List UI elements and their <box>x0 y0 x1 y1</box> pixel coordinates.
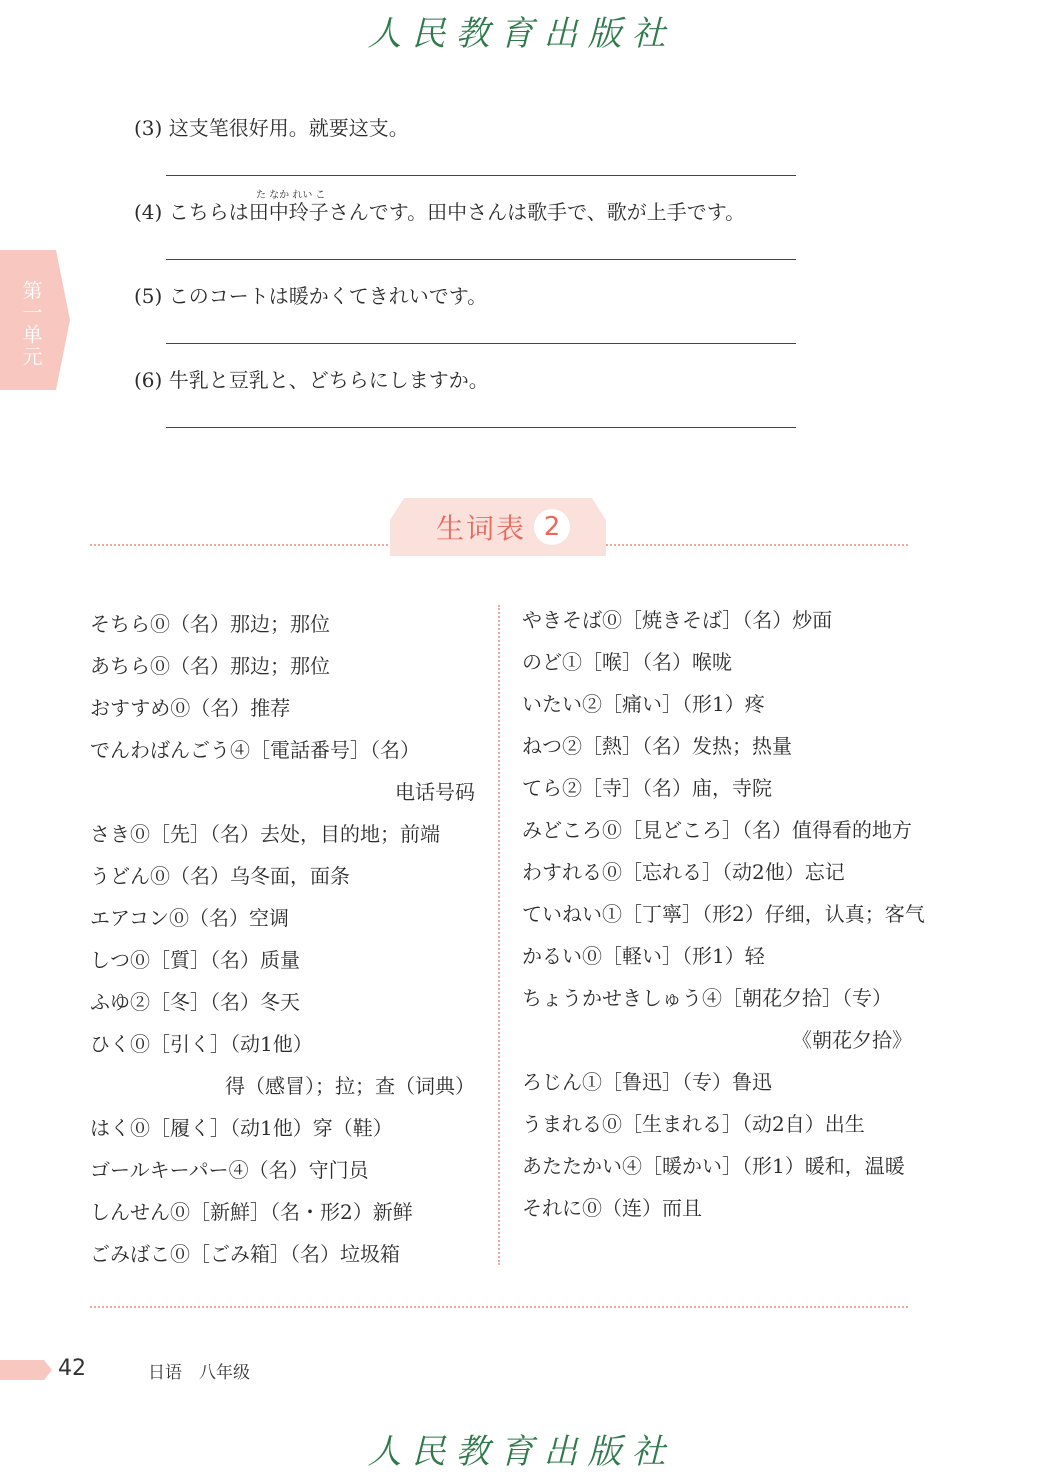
vocab-item: ごみばこ⓪［ごみ箱］（名）垃圾箱 <box>90 1242 400 1266</box>
exercise-text: このコートは暖かくてきれいです。 <box>168 284 488 308</box>
vocab-item: やきそば⓪［焼きそば］（名）炒面 <box>522 608 833 632</box>
vocab-item: うどん⓪（名）乌冬面，面条 <box>90 864 350 888</box>
vocab-item: ふゆ②［冬］（名）冬天 <box>90 990 300 1014</box>
vocab-item: さき⓪［先］（名）去处，目的地；前端 <box>90 822 440 846</box>
vocab-item: うまれる⓪［生まれる］（动2自）出生 <box>522 1112 865 1136</box>
vocab-item: ひく⓪［引く］（动1他） <box>90 1032 313 1056</box>
page-number: 42 <box>58 1356 86 1381</box>
vocab-item: はく⓪［履く］（动1他）穿（鞋） <box>90 1116 393 1140</box>
vocab-list-left <box>90 603 475 1275</box>
section-title: 生词表 <box>436 512 527 545</box>
vocab-item: あたたかい④［暖かい］（形1）暖和，温暖 <box>522 1154 905 1178</box>
vocab-item: ろじん①［鲁迅］（专）鲁迅 <box>522 1070 772 1094</box>
vocab-item: それに⓪（连）而且 <box>522 1196 702 1220</box>
exercise-text: こちらは田中玲子さんです。田中さんは歌手で、歌が上手です。 <box>168 200 746 224</box>
vocab-item: みどころ⓪［見どころ］（名）值得看的地方 <box>522 818 912 842</box>
answer-line[interactable] <box>166 259 796 260</box>
vocab-item: ちょうかせきしゅう④［朝花夕拾］（专） <box>522 986 892 1010</box>
exercise-6 <box>134 364 489 393</box>
publisher-logo-bottom: 人民教育出版社 <box>367 1432 676 1472</box>
vocab-item: ていねい①［丁寧］（形2）仔细，认真；客气 <box>522 902 925 926</box>
exercise-text: 牛乳と豆乳と、どちらにしますか。 <box>168 368 489 392</box>
vocab-item: てら②［寺］（名）庙，寺院 <box>522 776 772 800</box>
vocab-item: しんせん⓪［新鮮］（名・形2）新鲜 <box>90 1200 413 1224</box>
vocab-item: あちら⓪（名）那边；那位 <box>90 654 330 678</box>
footer-page-tab <box>0 1360 44 1380</box>
publisher-logo-top: 人民教育出版社 <box>367 14 676 54</box>
vocab-item: しつ⓪［質］（名）质量 <box>90 948 300 972</box>
vocab-item: ゴールキーパー④（名）守门员 <box>90 1158 369 1182</box>
exercise-5 <box>134 280 487 309</box>
answer-line[interactable] <box>166 175 796 176</box>
vocab-item: でんわばんごう④［電話番号］（名） <box>90 738 420 762</box>
exercise-number: (3) <box>134 116 163 140</box>
unit-side-tab-label: 第一单元 <box>19 280 43 368</box>
vocab-item: わすれる⓪［忘れる］（动2他）忘记 <box>522 860 845 884</box>
column-divider <box>498 605 500 1265</box>
exercise-number: (6) <box>134 368 163 392</box>
exercise-4 <box>134 196 745 225</box>
exercise-text: 这支笔很好用。就要这支。 <box>168 116 409 140</box>
exercise-3 <box>134 112 409 141</box>
vocab-item-continued: 得（感冒）；拉；查（词典） <box>225 1074 475 1098</box>
furigana: た なか れい こ <box>256 190 326 201</box>
section-number-badge: 2 <box>534 509 570 545</box>
exercise-number: (4) <box>134 200 163 224</box>
vocab-item: いたい②［痛い］（形1）疼 <box>522 692 765 716</box>
section-divider-bottom <box>90 1306 908 1308</box>
footer-book-title: 日语 八年级 <box>148 1363 250 1383</box>
vocab-item: そちら⓪（名）那边；那位 <box>90 612 330 636</box>
vocab-item: エアコン⓪（名）空调 <box>90 906 289 930</box>
exercise-number: (5) <box>134 284 163 308</box>
vocab-item-continued: 电话号码 <box>395 780 475 804</box>
vocab-item: かるい⓪［軽い］（形1）轻 <box>522 944 765 968</box>
vocab-item: のど①［喉］（名）喉咙 <box>522 650 732 674</box>
answer-line[interactable] <box>166 427 796 428</box>
vocab-item: おすすめ⓪（名）推荐 <box>90 696 291 720</box>
vocab-item-continued: 《朝花夕拾》 <box>792 1028 912 1052</box>
vocab-item: ねつ②［熱］（名）发热；热量 <box>522 734 792 758</box>
vocab-list-right <box>522 599 925 1229</box>
answer-line[interactable] <box>166 343 796 344</box>
